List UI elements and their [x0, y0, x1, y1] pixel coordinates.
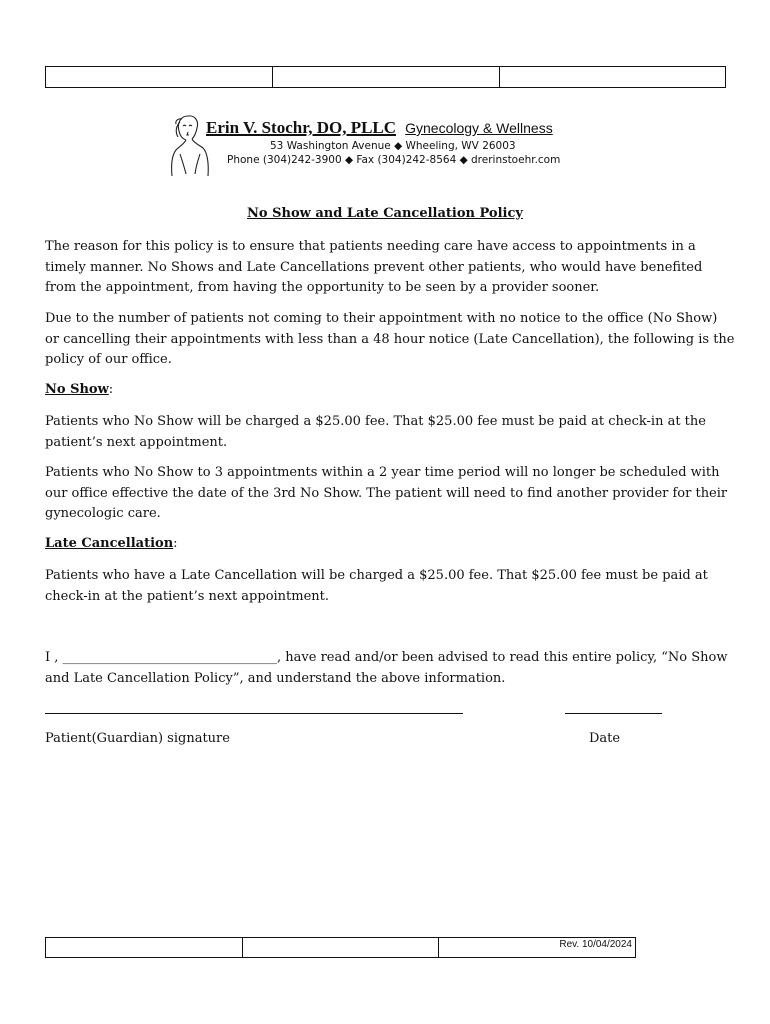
- no-show-limit-paragraph: Patients who No Show to 3 appointments within a 2 year time period will no longer be scheduled with our office effective the date of the 3rd No Show. The patient will need to find another provider for their gynecologic care.: [45, 465, 728, 521]
- intro-paragraph: The reason for this policy is to ensure that patients needing care have access to appointments in a timely manner. No Shows and Late Cancellations prevent other patients, who would have benefited from the appointment, from having the opportunity to be seen by a provider sooner.: [45, 239, 703, 295]
- late-cancellation-paragraph: Patients who have a Late Cancellation will be charged a $25.00 fee. That $25.00 fee must be paid at check-in at the patient’s next appointment.: [45, 568, 708, 604]
- signature-line[interactable]: [45, 713, 463, 714]
- no-show-fee-paragraph: Patients who No Show will be charged a $25.00 fee. That $25.00 fee must be paid at check-in at the patient’s next appointment.: [45, 414, 706, 450]
- late-cancellation-heading-text: Late Cancellation: [45, 536, 174, 551]
- practice-name-line: [206, 118, 553, 138]
- no-show-heading: No Show:: [45, 382, 114, 397]
- date-label: Date: [589, 731, 621, 746]
- no-show-heading-text: No Show: [45, 382, 109, 397]
- footer-box-cell: [439, 938, 635, 957]
- signature-label: Patient(Guardian) signature: [45, 731, 230, 746]
- date-line[interactable]: [565, 713, 662, 714]
- acknowledgement-statement: I , _________________________________, have read and/or been advised to read this entire policy, “No Show and Late Cancellation Policy”, and understand the above information.: [45, 650, 728, 686]
- practice-specialty: Gynecology & Wellness: [405, 120, 553, 136]
- header-box-cell: [46, 67, 273, 87]
- practice-name: Erin V. Stochr, DO, PLLC: [206, 118, 397, 137]
- footer-box-row: [45, 937, 636, 958]
- policy-paragraph: Due to the number of patients not coming to their appointment with no notice to the office (No Show) or cancelling their appointments with less than a 48 hour notice (Late Cancellation), the following is the policy of our office.: [45, 311, 735, 367]
- practice-address: 53 Washington Avenue ◆ Wheeling, WV 26003: [270, 140, 516, 152]
- footer-box-cell: [46, 938, 243, 957]
- practice-contact: Phone (304)242-3900 ◆ Fax (304)242-8564 ◆ drerinstoehr.com: [227, 154, 561, 166]
- letterhead: [166, 110, 616, 182]
- header-box-cell: [273, 67, 500, 87]
- policy-title: No Show and Late Cancellation Policy: [247, 206, 523, 221]
- header-box-row: [45, 66, 726, 88]
- revision-date: Rev. 10/04/2024: [559, 939, 632, 950]
- footer-box-cell: [243, 938, 439, 957]
- late-cancellation-heading: Late Cancellation:: [45, 536, 178, 551]
- header-box-cell: [500, 67, 725, 87]
